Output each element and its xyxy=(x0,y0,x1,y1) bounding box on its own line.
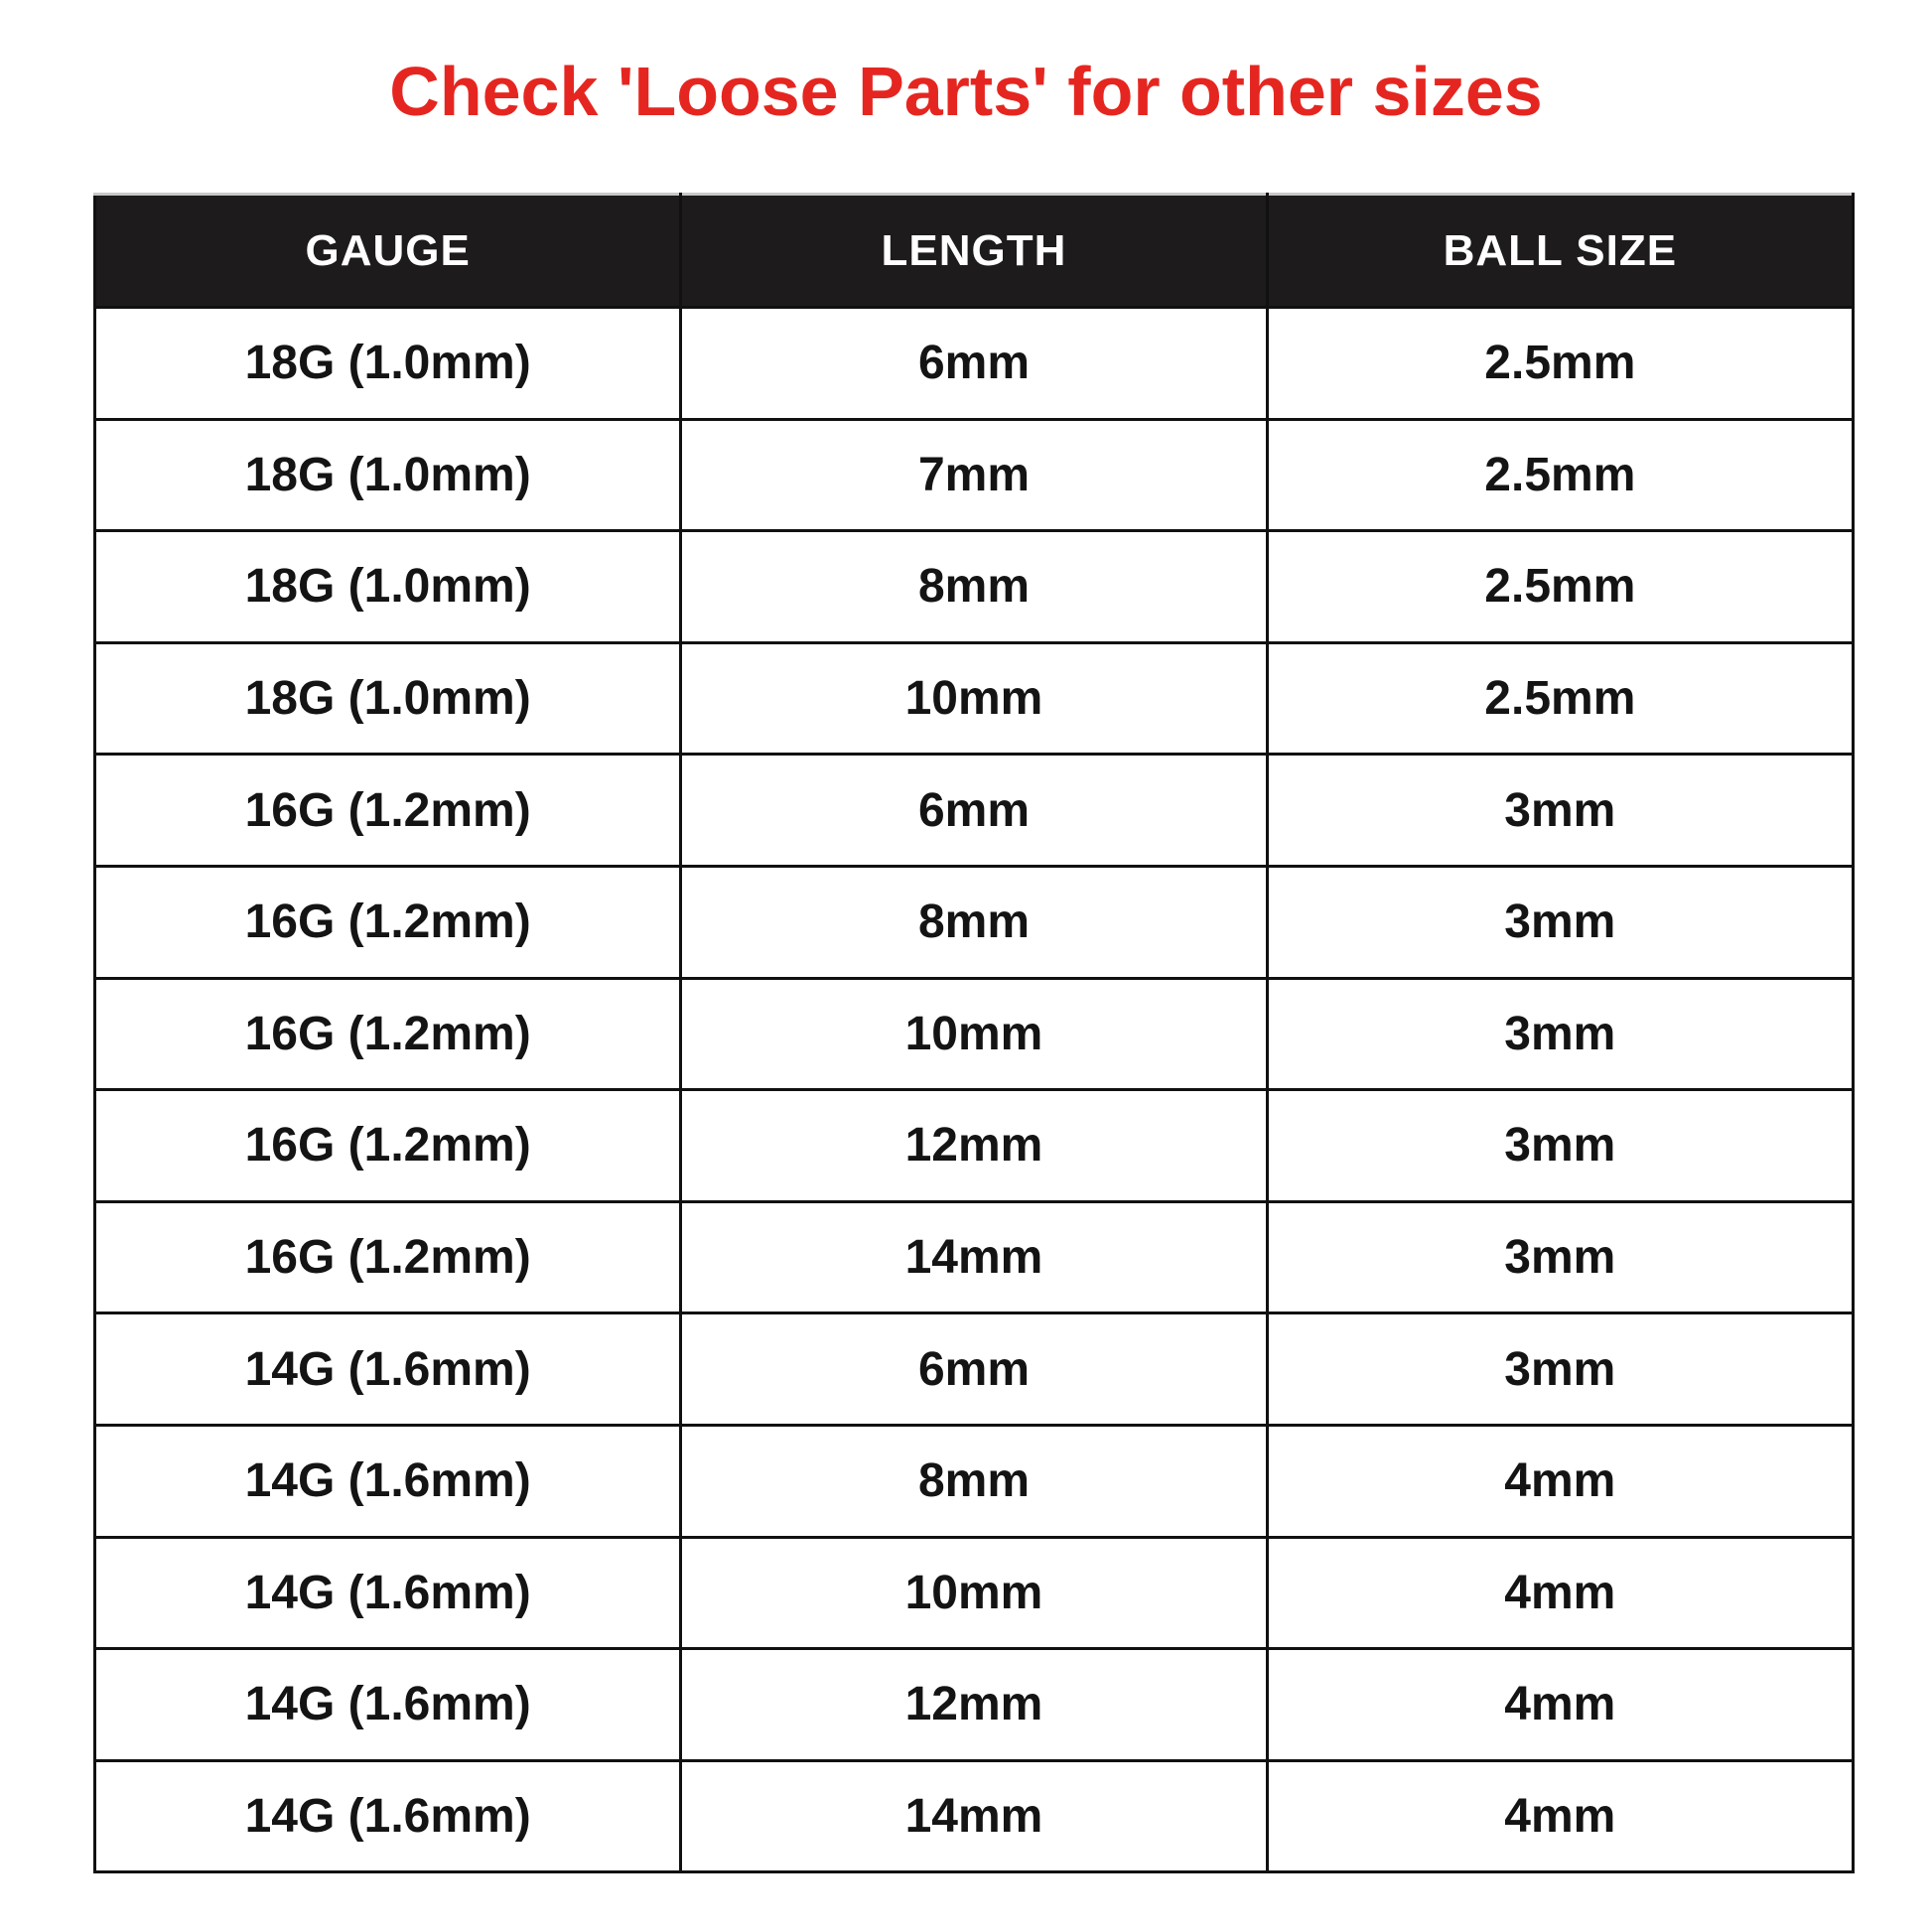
header-row xyxy=(95,195,1854,308)
cell-length: 12mm xyxy=(681,1090,1267,1202)
cell-gauge: 14G (1.6mm) xyxy=(95,1760,681,1872)
table-row xyxy=(95,866,1854,978)
cell-gauge: 16G (1.2mm) xyxy=(95,755,681,867)
table-row xyxy=(95,419,1854,531)
cell-ball-size: 3mm xyxy=(1267,1090,1853,1202)
table-row xyxy=(95,308,1854,420)
cell-gauge: 18G (1.0mm) xyxy=(95,642,681,755)
table-row xyxy=(95,978,1854,1090)
cell-gauge: 16G (1.2mm) xyxy=(95,1201,681,1313)
table-row xyxy=(95,1649,1854,1761)
cell-ball-size: 2.5mm xyxy=(1267,642,1853,755)
cell-ball-size: 2.5mm xyxy=(1267,419,1853,531)
page-title: Check 'Loose Parts' for other sizes xyxy=(389,53,1543,130)
cell-gauge: 18G (1.0mm) xyxy=(95,308,681,420)
cell-length: 6mm xyxy=(681,1313,1267,1426)
table-row xyxy=(95,1537,1854,1649)
cell-length: 8mm xyxy=(681,1425,1267,1537)
cell-gauge: 18G (1.0mm) xyxy=(95,531,681,643)
table-row xyxy=(95,755,1854,867)
header-cell-ball-size: BALL SIZE xyxy=(1267,195,1853,308)
cell-length: 10mm xyxy=(681,1537,1267,1649)
cell-ball-size: 3mm xyxy=(1267,1201,1853,1313)
table-row xyxy=(95,642,1854,755)
cell-gauge: 16G (1.2mm) xyxy=(95,978,681,1090)
table-row xyxy=(95,531,1854,643)
cell-ball-size: 3mm xyxy=(1267,866,1853,978)
cell-length: 8mm xyxy=(681,531,1267,643)
cell-gauge: 14G (1.6mm) xyxy=(95,1313,681,1426)
cell-gauge: 16G (1.2mm) xyxy=(95,1090,681,1202)
cell-length: 10mm xyxy=(681,642,1267,755)
cell-length: 14mm xyxy=(681,1760,1267,1872)
header-cell-gauge: GAUGE xyxy=(95,195,681,308)
cell-ball-size: 2.5mm xyxy=(1267,308,1853,420)
header-cell-length: LENGTH xyxy=(681,195,1267,308)
cell-ball-size: 4mm xyxy=(1267,1537,1853,1649)
cell-ball-size: 3mm xyxy=(1267,1313,1853,1426)
cell-ball-size: 3mm xyxy=(1267,978,1853,1090)
cell-gauge: 16G (1.2mm) xyxy=(95,866,681,978)
cell-length: 10mm xyxy=(681,978,1267,1090)
table-row xyxy=(95,1313,1854,1426)
cell-length: 12mm xyxy=(681,1649,1267,1761)
cell-length: 8mm xyxy=(681,866,1267,978)
cell-length: 6mm xyxy=(681,308,1267,420)
cell-ball-size: 4mm xyxy=(1267,1425,1853,1537)
cell-length: 14mm xyxy=(681,1201,1267,1313)
cell-length: 6mm xyxy=(681,755,1267,867)
cell-ball-size: 4mm xyxy=(1267,1649,1853,1761)
cell-ball-size: 4mm xyxy=(1267,1760,1853,1872)
table-row xyxy=(95,1425,1854,1537)
size-table-header xyxy=(95,195,1854,308)
cell-gauge: 18G (1.0mm) xyxy=(95,419,681,531)
cell-length: 7mm xyxy=(681,419,1267,531)
cell-gauge: 14G (1.6mm) xyxy=(95,1537,681,1649)
cell-ball-size: 2.5mm xyxy=(1267,531,1853,643)
cell-gauge: 14G (1.6mm) xyxy=(95,1425,681,1537)
size-table-body xyxy=(95,308,1854,1872)
cell-gauge: 14G (1.6mm) xyxy=(95,1649,681,1761)
table-row xyxy=(95,1760,1854,1872)
table-row xyxy=(95,1090,1854,1202)
size-chart-table xyxy=(93,193,1855,1873)
table-row xyxy=(95,1201,1854,1313)
cell-ball-size: 3mm xyxy=(1267,755,1853,867)
